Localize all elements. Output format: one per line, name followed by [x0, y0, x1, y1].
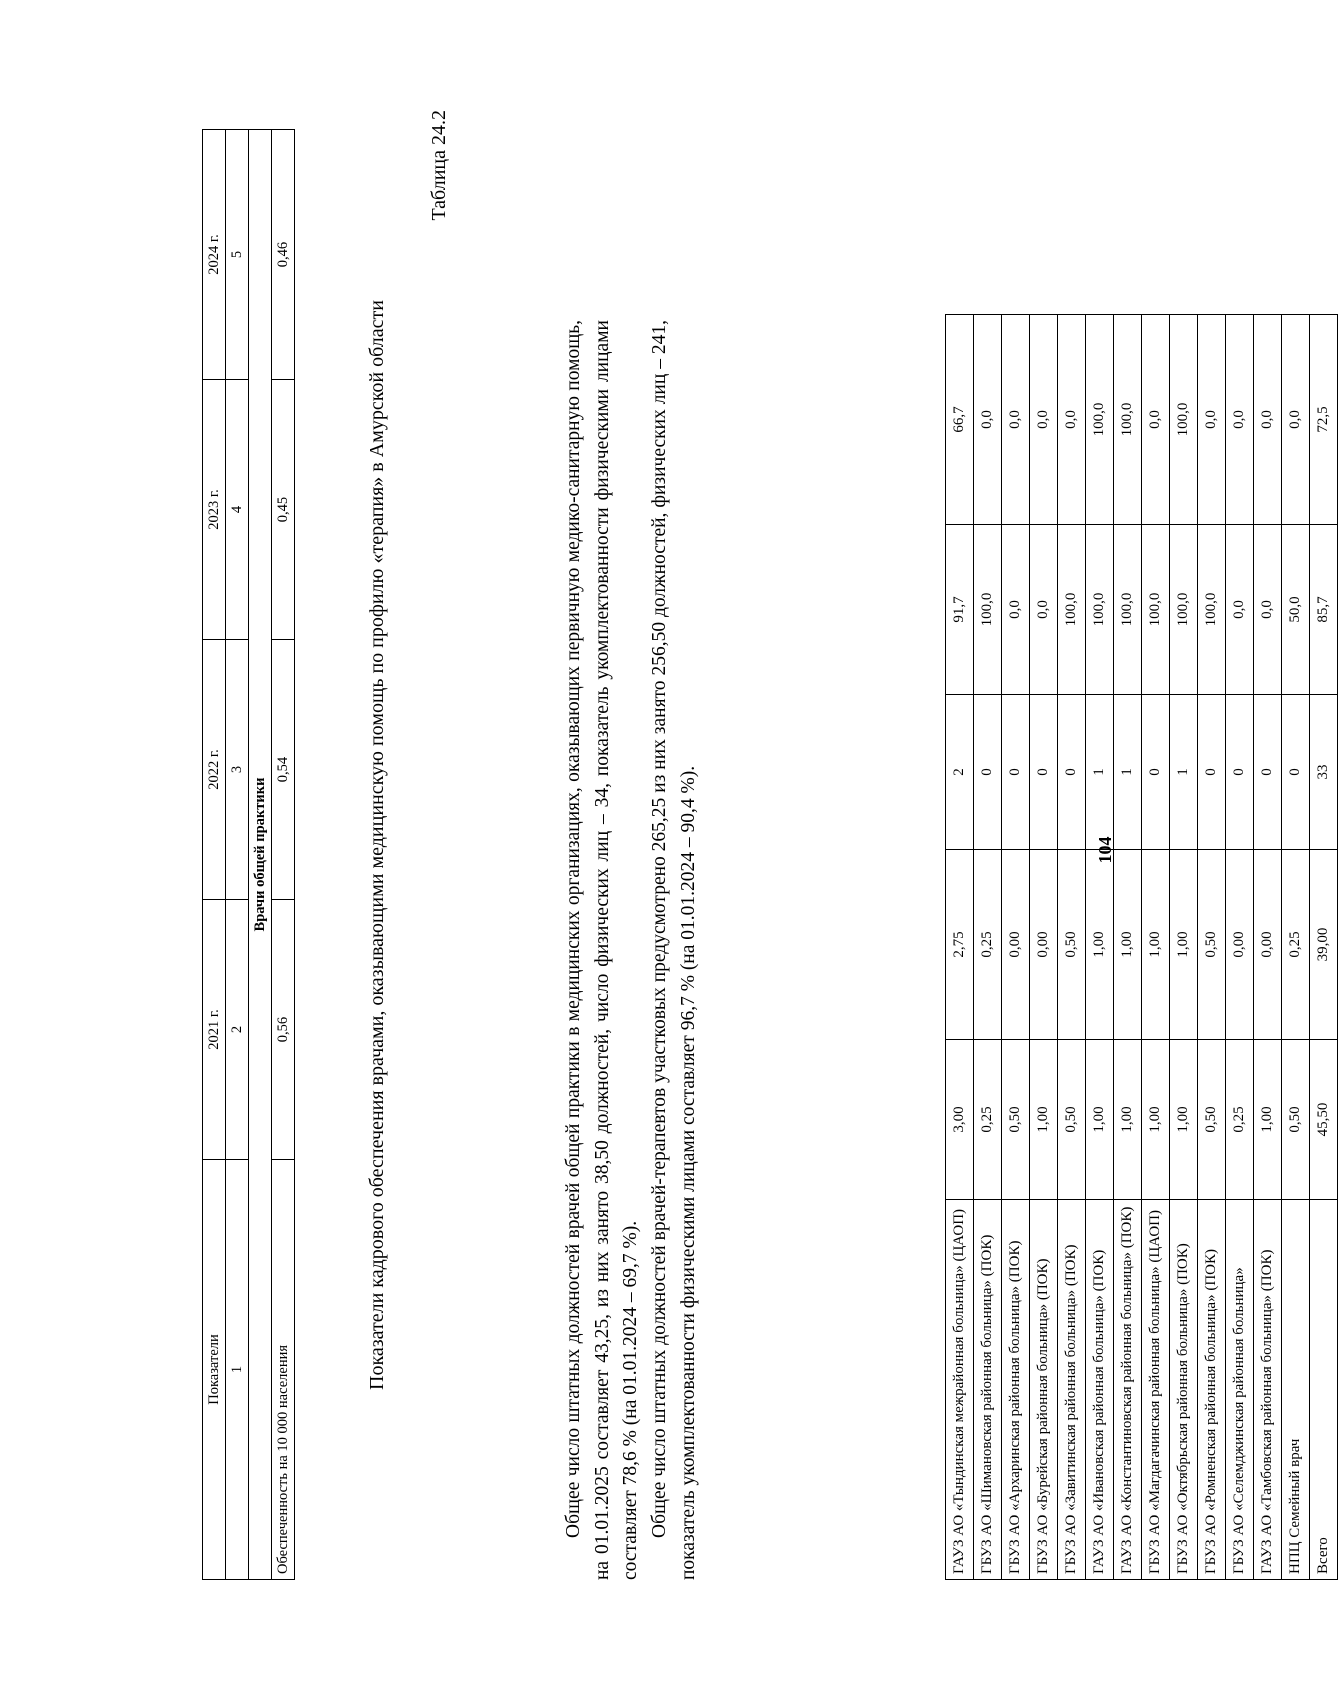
value-cell: 0,00	[1002, 850, 1030, 1040]
value-cell: 0,50	[1198, 1040, 1226, 1200]
value-cell: 1,00	[1254, 1040, 1282, 1200]
value-cell: 0,0	[1226, 525, 1254, 695]
value-cell: 0,0	[1254, 315, 1282, 525]
org-cell: ГБУЗ АО «Селемджинская районная больница»	[1226, 1200, 1254, 1580]
value-cell: 2,75	[946, 850, 974, 1040]
header-cell: 2024 г.	[203, 130, 226, 380]
row-label: Обеспеченность на 10 000 населения	[272, 1160, 295, 1580]
paragraph-text: Общее число штатных должностей врачей общей практики в медицинских организациях, оказывающих первичную медико-санитарную помощь, на 01.01.2025 составляет 43,25, из них занято 38,50 должностей, число физических лиц – 34, показатель укомплектованности физическими лицами составляет 78,6 % (на 01.01.2024 – 69,7 %).	[563, 320, 641, 1580]
value-cell: 0,25	[1282, 850, 1310, 1040]
value-cell: 100,0	[1114, 315, 1142, 525]
org-cell: ГАУЗ АО «Тындинская межрайонная больница» (ЦАОП)	[946, 1200, 974, 1580]
header-row	[203, 130, 226, 1580]
table-row	[974, 315, 1002, 1580]
org-cell: ГБУЗ АО «Ромненская районная больница» (ПОК)	[1198, 1200, 1226, 1580]
table-row	[1114, 315, 1142, 1580]
value-cell: 1,00	[1170, 1040, 1198, 1200]
value-cell: 0,0	[1142, 315, 1170, 525]
column-number: 4	[226, 380, 249, 640]
value-cell: 100,0	[1198, 525, 1226, 695]
value-cell: 0	[1030, 695, 1058, 850]
org-cell: ГБУЗ АО «Бурейская районная больница» (ПОК)	[1030, 1200, 1058, 1580]
column-number-row	[226, 130, 249, 1580]
value-cell: 1,00	[1170, 850, 1198, 1040]
value-cell: 45,50	[1310, 1040, 1338, 1200]
table-row	[1086, 315, 1114, 1580]
value-cell: 0	[1254, 695, 1282, 850]
value-cell: 1,00	[1086, 1040, 1114, 1200]
value-cell: 0	[1058, 695, 1086, 850]
indicators-table	[202, 129, 295, 1580]
org-cell: НПЦ Семейный врач	[1282, 1200, 1310, 1580]
value-cell: 0,0	[1058, 315, 1086, 525]
value-cell: 1	[1114, 695, 1142, 850]
value-cell: 0,0	[1002, 525, 1030, 695]
column-number: 3	[226, 640, 249, 900]
table-row	[1198, 315, 1226, 1580]
table-row	[1002, 315, 1030, 1580]
value-cell: 1,00	[1030, 1040, 1058, 1200]
org-cell: ГАУЗ АО «Ивановская районная больница» (ПОК)	[1086, 1200, 1114, 1580]
value-cell: 0,25	[1226, 1040, 1254, 1200]
value-cell: 0,54	[272, 640, 295, 900]
value-cell: 0,46	[272, 130, 295, 380]
org-cell: Всего	[1310, 1200, 1338, 1580]
value-cell: 0,25	[974, 850, 1002, 1040]
value-cell: 0,50	[1198, 850, 1226, 1040]
value-cell: 100,0	[1170, 525, 1198, 695]
value-cell: 1,00	[1142, 850, 1170, 1040]
value-cell: 3,00	[946, 1040, 974, 1200]
value-cell: 100,0	[1142, 525, 1170, 695]
value-cell: 0,50	[1058, 1040, 1086, 1200]
value-cell: 72,5	[1310, 315, 1338, 525]
column-number: 2	[226, 900, 249, 1160]
value-cell: 0	[1002, 695, 1030, 850]
paragraph-text: Общее число штатных должностей врачей-терапевтов участковых предусмотрено 265,25 из них занято 256,50 должностей, физических лиц – 241, показатель укомплектованности физическими лицами составляет 96,7 % (на 01.01.2024 – 90,4 %).	[649, 320, 699, 1580]
org-cell: ГБУЗ АО «Шимановская районная больница» (ПОК)	[974, 1200, 1002, 1580]
value-cell: 0,45	[272, 380, 295, 640]
value-cell: 1,00	[1086, 850, 1114, 1040]
value-cell: 33	[1310, 695, 1338, 850]
value-cell: 0,50	[1282, 1040, 1310, 1200]
value-cell: 100,0	[1058, 525, 1086, 695]
table-row	[1254, 315, 1282, 1580]
value-cell: 85,7	[1310, 525, 1338, 695]
value-cell: 0,56	[272, 900, 295, 1160]
table-row	[1310, 315, 1338, 1580]
value-cell: 0,50	[1058, 850, 1086, 1040]
table-row	[1170, 315, 1198, 1580]
table-row	[1282, 315, 1310, 1580]
value-cell: 50,0	[1282, 525, 1310, 695]
table-row	[1226, 315, 1254, 1580]
org-cell: ГБУЗ АО «Октябрьская районная больница» (ПОК)	[1170, 1200, 1198, 1580]
value-cell: 100,0	[974, 525, 1002, 695]
org-cell: ГБУЗ АО «Архаринская районная больница» (ПОК)	[1002, 1200, 1030, 1580]
header-cell: 2023 г.	[203, 380, 226, 640]
value-cell: 91,7	[946, 525, 974, 695]
value-cell: 39,00	[1310, 850, 1338, 1040]
org-cell: ГАУЗ АО «Тамбовская районная больница» (ПОК)	[1254, 1200, 1282, 1580]
value-cell: 0,50	[1002, 1040, 1030, 1200]
section-row	[249, 130, 272, 1580]
value-cell: 0,0	[1226, 315, 1254, 525]
column-number: 1	[226, 1160, 249, 1580]
value-cell: 1	[1086, 695, 1114, 850]
staff-table	[945, 314, 1338, 1580]
value-cell: 0,0	[1282, 315, 1310, 525]
table-row	[1142, 315, 1170, 1580]
value-cell: 1,00	[1114, 1040, 1142, 1200]
table-row	[1058, 315, 1086, 1580]
header-cell: Показатели	[203, 1160, 226, 1580]
paragraph-therapist-staffing	[646, 320, 703, 1580]
value-cell: 2	[946, 695, 974, 850]
value-cell: 1,00	[1114, 850, 1142, 1040]
value-cell: 0,00	[1030, 850, 1058, 1040]
table-title: Показатели кадрового обеспечения врачами, оказывающими медицинскую помощь по профилю «терапия» в Амурской области	[366, 300, 388, 1390]
value-cell: 0	[1198, 695, 1226, 850]
value-cell: 1,00	[1142, 1040, 1170, 1200]
page-number: 104	[1095, 836, 1115, 864]
column-number: 5	[226, 130, 249, 380]
value-cell: 100,0	[1114, 525, 1142, 695]
value-cell: 100,0	[1086, 315, 1114, 525]
paragraph-gp-staffing	[560, 320, 646, 1580]
rotated-page	[90, 70, 1331, 1630]
value-cell: 0	[1282, 695, 1310, 850]
value-cell: 0,25	[974, 1040, 1002, 1200]
data-row	[272, 130, 295, 1580]
org-cell: ГБУЗ АО «Завитинская районная больница» (ПОК)	[1058, 1200, 1086, 1580]
value-cell: 0,0	[1002, 315, 1030, 525]
table-row	[946, 315, 974, 1580]
value-cell: 0	[1142, 695, 1170, 850]
value-cell: 0,0	[974, 315, 1002, 525]
table-caption: Таблица 24.2	[428, 110, 450, 221]
org-cell: ГБУЗ АО «Магдагачинская районная больница» (ЦАОП)	[1142, 1200, 1170, 1580]
value-cell: 0	[1226, 695, 1254, 850]
value-cell: 0,0	[1254, 525, 1282, 695]
section-label: Врачи общей практики	[249, 130, 272, 1580]
value-cell: 0,00	[1254, 850, 1282, 1040]
header-cell: 2021 г.	[203, 900, 226, 1160]
table-row	[1030, 315, 1058, 1580]
value-cell: 100,0	[1086, 525, 1114, 695]
value-cell: 66,7	[946, 315, 974, 525]
value-cell: 0,0	[1030, 525, 1058, 695]
value-cell: 1	[1170, 695, 1198, 850]
value-cell: 0,0	[1198, 315, 1226, 525]
value-cell: 0,00	[1226, 850, 1254, 1040]
header-cell: 2022 г.	[203, 640, 226, 900]
value-cell: 0	[974, 695, 1002, 850]
org-cell: ГАУЗ АО «Константиновская районная больница» (ПОК)	[1114, 1200, 1142, 1580]
value-cell: 0,0	[1030, 315, 1058, 525]
value-cell: 100,0	[1170, 315, 1198, 525]
